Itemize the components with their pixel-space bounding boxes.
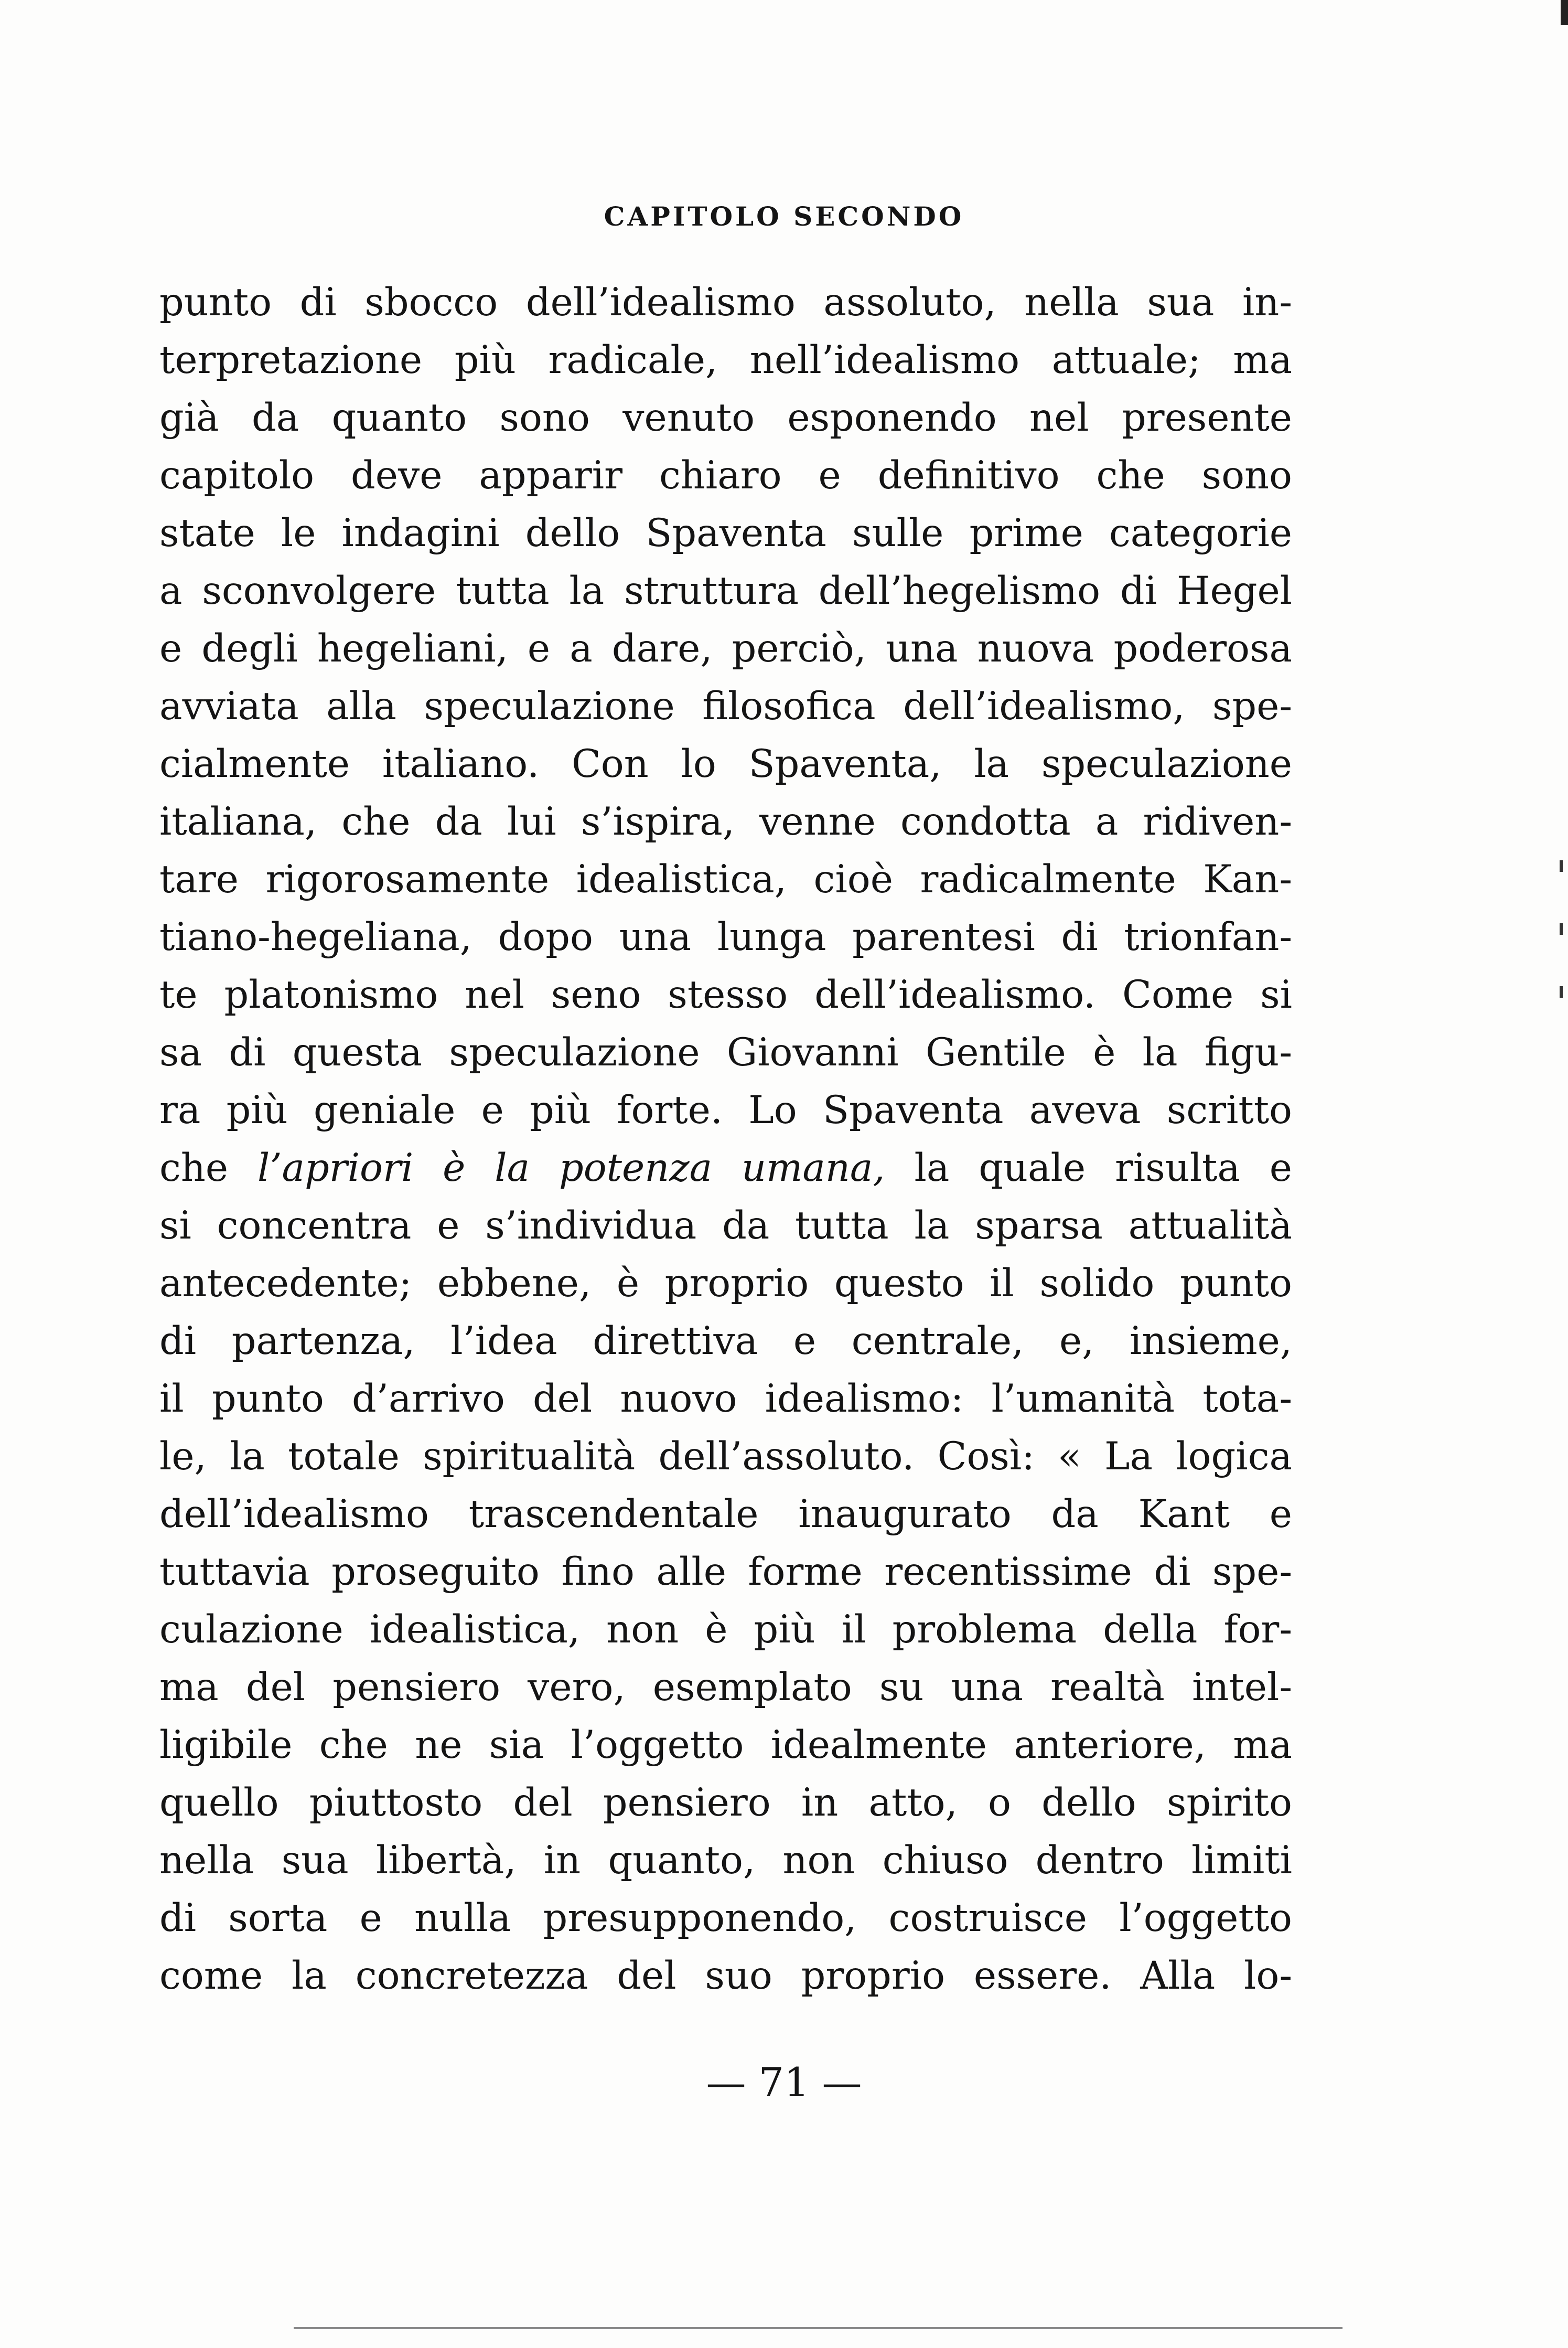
page-number: — 71 — — [706, 2059, 862, 2106]
scan-edge-mark — [1560, 986, 1563, 998]
text-line: punto di sbocco dell’idealismo assoluto, nella sua in- — [159, 280, 1292, 325]
text-line: sa di questa speculazione Giovanni Gentile è la figu- — [159, 1030, 1292, 1075]
text-line: avviata alla speculazione filosofica dell’idealismo, spe- — [159, 684, 1292, 729]
scan-corner-mark — [1561, 0, 1568, 25]
running-head: CAPITOLO SECONDO — [604, 201, 964, 232]
text-line: italiana, che da lui s’ispira, venne condotta a ridiven- — [159, 799, 1292, 844]
text-line: ra più geniale e più forte. Lo Spaventa aveva scritto — [159, 1088, 1292, 1133]
text-line: terpretazione più radicale, nell’idealismo attuale; ma — [159, 338, 1292, 382]
scan-edge-mark — [1560, 923, 1563, 935]
text-line: cialmente italiano. Con lo Spaventa, la speculazione — [159, 742, 1292, 786]
text-line: le, la totale spiritualità dell’assoluto. Così: « La logica — [159, 1434, 1292, 1479]
text-line: culazione idealistica, non è più il problema della for- — [159, 1607, 1292, 1652]
text-line: tiano-hegeliana, dopo una lunga parentesi di trionfan- — [159, 915, 1292, 959]
text-line — [159, 1139, 1292, 1197]
text-line: state le indagini dello Spaventa sulle prime categorie — [159, 511, 1292, 556]
text-line: antecedente; ebbene, è proprio questo il solido punto — [159, 1261, 1292, 1306]
text-segment: la quale risulta e — [885, 1146, 1292, 1190]
text-line: ligibile che ne sia l’oggetto idealmente anteriore, ma — [159, 1723, 1292, 1767]
text-line: capitolo deve apparir chiaro e definitivo che sono — [159, 453, 1292, 498]
text-line: e degli hegeliani, e a dare, perciò, una nuova poderosa — [159, 626, 1292, 671]
text-line: tare rigorosamente idealistica, cioè radicalmente Kan- — [159, 857, 1292, 902]
text-line: già da quanto sono venuto esponendo nel presente — [159, 396, 1292, 440]
text-segment: che — [159, 1146, 257, 1190]
text-line: come la concretezza del suo proprio essere. Alla lo- — [159, 1954, 1292, 1998]
text-line: nella sua libertà, in quanto, non chiuso dentro limiti — [159, 1838, 1292, 1883]
body-text — [159, 274, 1292, 2005]
italic-phrase: l’apriori è la potenza umana, — [257, 1146, 885, 1190]
text-line: si concentra e s’individua da tutta la sparsa attualità — [159, 1203, 1292, 1248]
text-line: dell’idealismo trascendentale inaugurato da Kant e — [159, 1492, 1292, 1536]
text-line: te platonismo nel seno stesso dell’idealismo. Come si — [159, 973, 1292, 1017]
text-line: quello piuttosto del pensiero in atto, o dello spirito — [159, 1780, 1292, 1825]
text-line: di sorta e nulla presupponendo, costruisce l’oggetto — [159, 1896, 1292, 1940]
page-bottom-rule — [294, 2327, 1343, 2329]
text-line: a sconvolgere tutta la struttura dell’hegelismo di Hegel — [159, 569, 1292, 613]
text-line: di partenza, l’idea direttiva e centrale, e, insieme, — [159, 1319, 1292, 1363]
text-line: tuttavia proseguito fino alle forme recentissime di spe- — [159, 1550, 1292, 1594]
text-line: il punto d’arrivo del nuovo idealismo: l’umanità tota- — [159, 1376, 1292, 1421]
text-line: ma del pensiero vero, esemplato su una realtà intel- — [159, 1665, 1292, 1710]
scan-edge-mark — [1560, 860, 1563, 872]
